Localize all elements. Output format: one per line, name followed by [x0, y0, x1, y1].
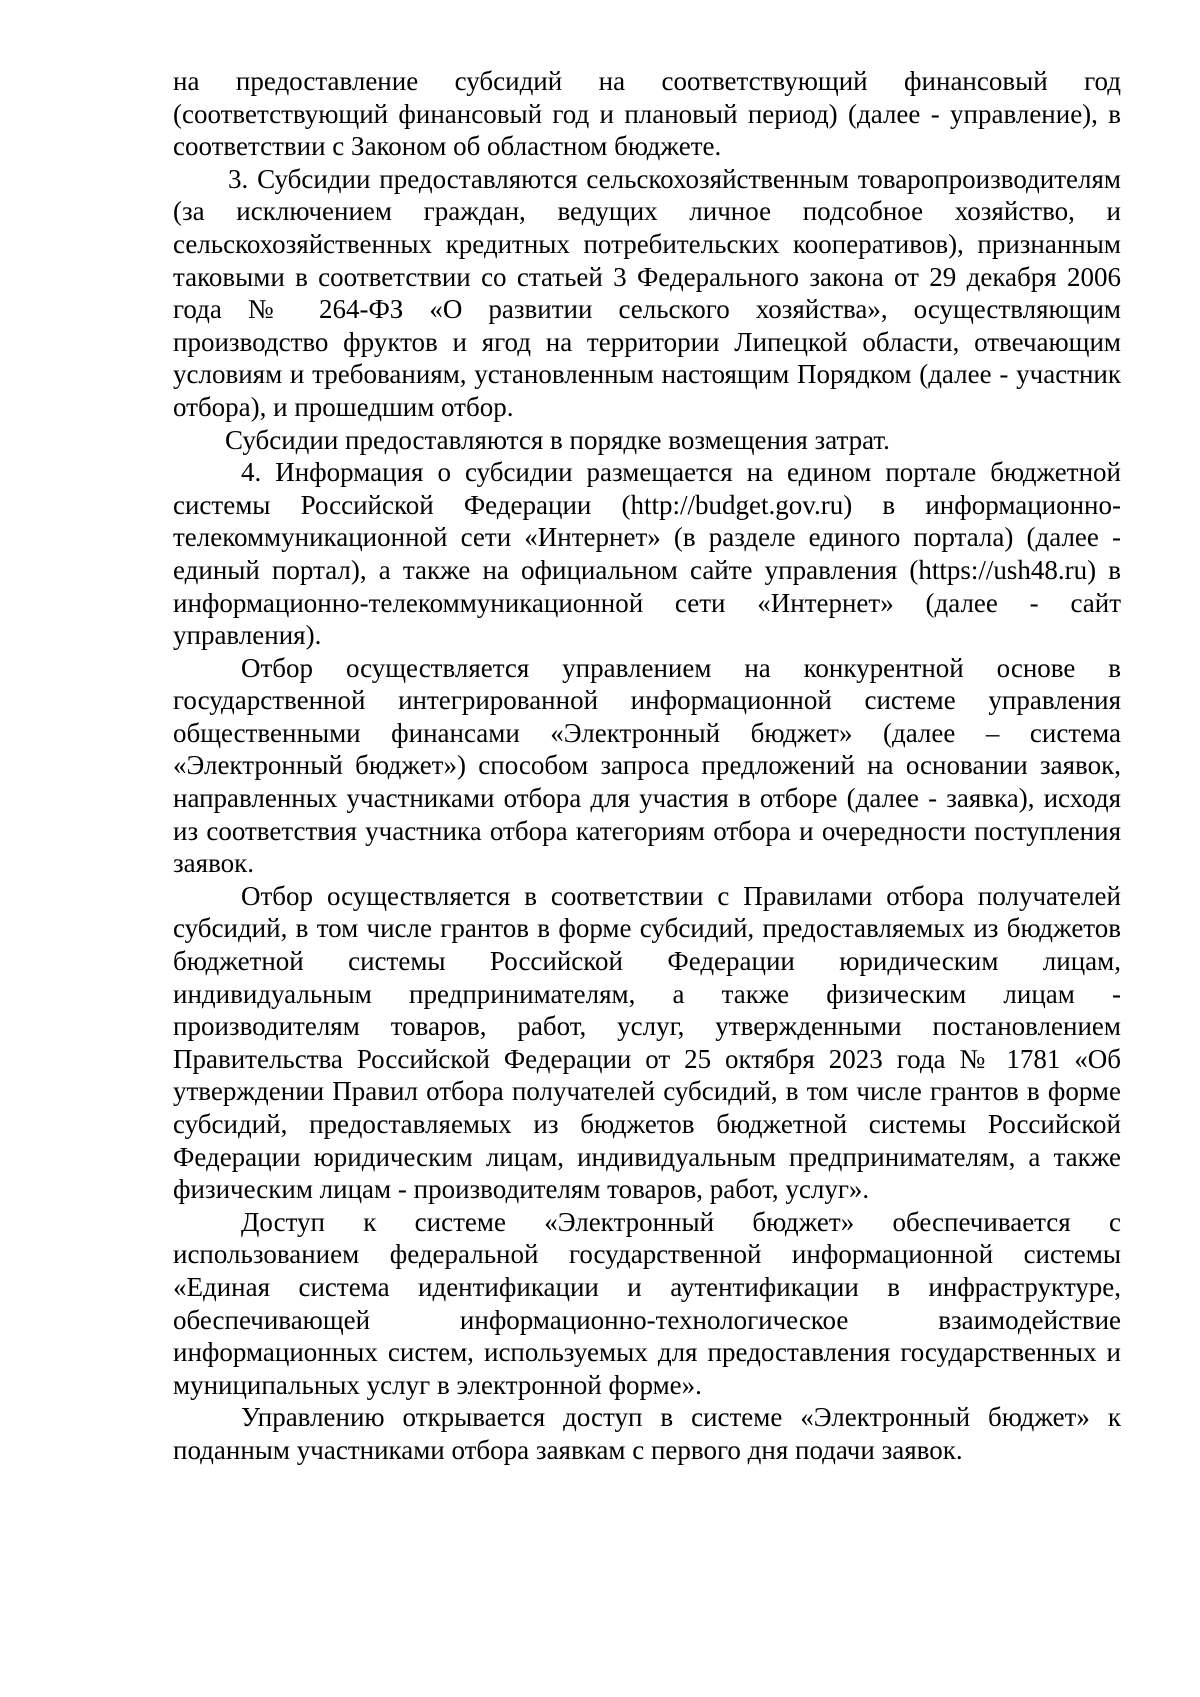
paragraph-continuation: на предоставление субсидий на соответствующий финансовый год (соответствующий финансовый год и плановый период) (далее - управление), в соответствии с Законом об областном бюджете. [173, 66, 1121, 162]
paragraph-reimbursement: Субсидии предоставляются в порядке возмещения затрат. [225, 424, 890, 455]
paragraph-selection-rules: Отбор осуществляется в соответствии с Правилами отбора получателей субсидий, в том числе грантов в форме субсидий, предоставляемых из бюджетов бюджетной системы Российской Федерации юридическим лицам, индивидуальным предпринимателям, а также физическим лицам - производителям товаров, работ, услуг, утвержденными постановлением Правительства Российской Федерации от 25 октября 2023 года № 1781 «Об утверждении Правил отбора получателей субсидий, в том числе грантов в форме субсидий, предоставляемых из бюджетов бюджетной системы Российской Федерации юридическим лицам, индивидуальным предпринимателям, а также физическим лицам - производителям товаров, работ, услуг». [173, 880, 1121, 1205]
paragraph-item-4: 4. Информация о субсидии размещается на едином портале бюджетной системы Российской Федерации (http://budget.gov.ru) в информационно-телекоммуникационной сети «Интернет» (в разделе единого портала) (далее - единый портал), а также на официальном сайте управления (https://ush48.ru) в информационно-телекоммуникационной сети «Интернет» (далее - сайт управления). [173, 457, 1121, 651]
paragraph-system-access: Доступ к системе «Электронный бюджет» обеспечивается с использованием федеральной государственной информационной системы «Единая система идентификации и аутентификации в инфраструктуре, обеспечивающей информационно-технологическое взаимодействие информационных систем, используемых для предоставления государственных и муниципальных услуг в электронной форме». [173, 1206, 1121, 1400]
paragraph-management-access: Управлению открывается доступ в системе «Электронный бюджет» к поданным участниками отбора заявкам с первого дня подачи заявок. [173, 1402, 1121, 1465]
paragraph-item-3: 3. Субсидии предоставляются сельскохозяйственным товаропроизводителям (за исключением граждан, ведущих личное подсобное хозяйство, и сельскохозяйственных кредитных потребительских кооперативов), признанным таковыми в соответствии со статьей 3 Федерального закона от 29 декабря 2006 года № 264-ФЗ «О развитии сельского хозяйства», осуществляющим производство фруктов и ягод на территории Липецкой области, отвечающим условиям и требованиям, установленным настоящим Порядком (далее - участник отбора), и прошедшим отбор. [173, 163, 1121, 422]
document-page [173, 65, 1121, 1467]
paragraph-selection-method: Отбор осуществляется управлением на конкурентной основе в государственной интегрированной информационной системе управления общественными финансами «Электронный бюджет» (далее – система «Электронный бюджет») способом запроса предложений на основании заявок, направленных участниками отбора для участия в отборе (далее - заявка), исходя из соответствия участника отбора категориям отбора и очередности поступления заявок. [173, 652, 1121, 879]
